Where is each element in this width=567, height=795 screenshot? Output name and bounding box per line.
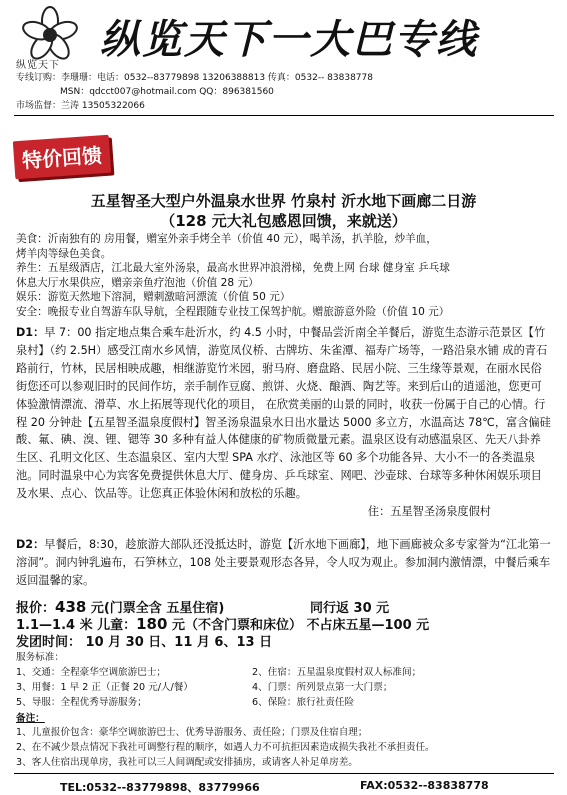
- child-label: 1.1—1.4 米 儿童：: [16, 618, 137, 633]
- perk-line: 烤羊肉等绿色美食。: [16, 247, 112, 260]
- services-heading: 服务标准：: [16, 652, 64, 663]
- brand-title: 纵览天下一大巴专线: [100, 16, 478, 63]
- perk-line: 安全：晚报专业自驾游车队导航，全程跟随专业技工保驾护航。赠旅游意外险（价值 10 元）: [16, 305, 450, 318]
- notes-heading: 备注：: [16, 713, 45, 724]
- tour-subtitle: （128 元大礼包感恩回馈，来就送）: [160, 212, 407, 230]
- note-item: 2、在不减少景点情况下我社可调整行程的顺序，如遇人力不可抗拒因素造成损失我社不承担责任。: [16, 742, 435, 753]
- service-item: 1、交通：全程豪华空调旅游巴士；: [16, 667, 167, 678]
- day1-stay: 住：五星智圣汤泉度假村: [367, 505, 491, 519]
- tour-title: 五星智圣大型户外温泉水世界 竹泉村 沂水地下画廊二日游: [90, 192, 477, 210]
- footer-fax: FAX:0532--83838778: [360, 779, 489, 792]
- service-item: 5、导服：全程优秀导游服务；: [16, 697, 147, 708]
- day2-section: [16, 536, 551, 590]
- day1-label: D1：: [16, 326, 45, 339]
- perks-list: [16, 232, 551, 320]
- day1-text: 早 7：00 指定地点集合乘车赴沂水，约 4.5 小时，中餐品尝沂南全羊餐后，游览生态游示范景区【竹泉村】（约 2.5H）感受江南水乡风情，游览凤仪桥、古牌坊、朱雀潭、福寿广场等，一路沿泉水铺 成的青石路前行，竹林，民居相映成趣，相继游览竹米园，驸马府、磨盘路、民居小院、三生缘等景观，在丽水民俗街您还可以参观旧时的民间作坊，亲手制作豆腐、煎饼、火烧、酿酒、陶艺等。来到后山的逍遥池，您更可体验激情漂流、滑草、水上拓展等现代化的项目， 在欣赏美丽的山景的同时，收获一份属于自己的心情。行程 20 分钟赴【五星智圣温泉度假村】智圣汤泉温泉水日出水量达 5000 多立方，水温高达 78℃，富含偏硅酸、氟、碘、溴、锂、锶等 30 多种有益人体健康的矿物质微量元素。温泉区设有动感温泉区、先天八卦养生区、孔明文化区、生态温泉区、室内大型 SPA 水疗、泳池区等 60 多个功能各异、大小不一的各类温泉池。同时温泉中心为宾客免费提供休息大厅、健身房、乒乓球室、网吧、沙壶球、台球等多种休闲娱乐项目及水果、点心、饮品等。让您真正体验休闲和放松的乐趣。: [16, 326, 551, 501]
- note-item: 3、客人住宿出现单房，我社可以三人间调配或安排插房，或请客人补足单房差。: [16, 757, 358, 768]
- adult-price: 438: [55, 598, 87, 616]
- contact-line: 专线订购：李珊珊：电话：0532--83779898 13206388813 传真：0532-- 83838778: [16, 73, 373, 83]
- special-offer-badge: 特价回馈: [13, 135, 111, 180]
- perk-line: 美食：沂南独有的 房用餐，赠室外亲手烤全羊（价值 40 元），喝羊汤，扒羊脸，炒羊血，: [16, 233, 437, 245]
- day2-text: 早餐后，8:30，趁旅游大部队还没抵达时，游览【沂水地下画廊】，地下画廊被众多专家誉为“江北第一溶洞”。洞内钟乳遍布，石笋林立，108 处主要景观形态各异，令人叹为观止。参加洞内激情漂，中餐后乘车返回温馨的家。: [16, 538, 551, 587]
- footer-tel: TEL:0532--83779898、83779966: [60, 781, 260, 794]
- service-item: 6、保险：旅行社责任险: [252, 697, 355, 708]
- child-price: 180: [136, 615, 168, 633]
- header-divider: [14, 115, 554, 116]
- perk-line: 娱乐：游览天然地下溶洞，赠刺激暗河漂流（价值 50 元）: [16, 291, 291, 304]
- service-item: 3、用餐：1 早 2 正（正餐 20 元/人/餐）: [16, 682, 193, 693]
- day2-label: D2：: [16, 538, 45, 551]
- peer-rebate: 同行返 30 元: [310, 601, 390, 616]
- msn-qq-line: MSN：qdcct007@hotmail.com QQ：896381560: [60, 87, 274, 97]
- departure-dates: 发团时间： 10 月 30 日、11 月 6、13 日: [16, 635, 273, 650]
- supervisor-line: 市场监督：兰涛 13505322066: [16, 101, 145, 111]
- footer-divider: [14, 773, 554, 774]
- day1-section: [16, 324, 551, 521]
- service-item: 4、门票：所列景点第一大门票；: [252, 682, 393, 693]
- price-note: 元(门票全含 五星住宿): [86, 601, 225, 616]
- service-item: 2、住宿：五星温泉度假村双人标准间；: [252, 667, 422, 678]
- note-item: 1、儿童报价包含：豪华空调旅游巴士、优秀导游服务、责任险；门票及住宿自理；: [16, 727, 368, 738]
- perk-line: 休息大厅水果供应，赠亲亲鱼疗泡池（价值 28 元）: [16, 276, 259, 289]
- logo-text: 纵览天下: [16, 60, 60, 71]
- perk-line: 养生：五星级酒店，江北最大室外汤泉，最高水世界冲浪滑梯，免费上网 台球 健身室 乒乓球: [16, 262, 450, 275]
- child-note: 元（不含门票和床位） 不占床五星—100 元: [167, 618, 430, 633]
- price-label: 报价：: [16, 601, 56, 616]
